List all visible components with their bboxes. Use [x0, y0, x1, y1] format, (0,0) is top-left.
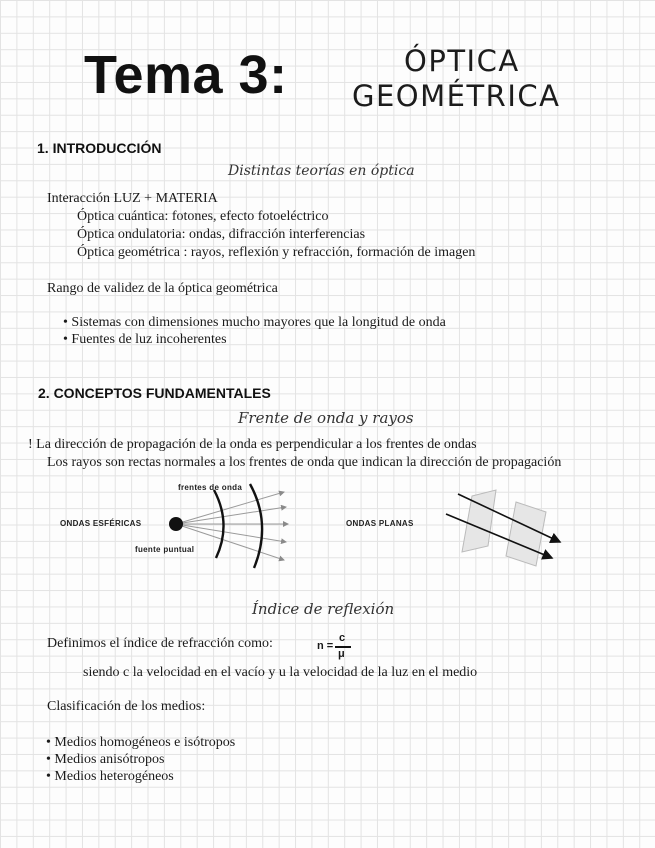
theory-quantum: Óptica cuántica: fotones, efecto fotoeléctrico: [77, 209, 329, 224]
section-2-heading: 2. CONCEPTOS FUNDAMENTALES: [38, 385, 271, 401]
spherical-waves-label: ONDAS ESFÉRICAS: [60, 519, 142, 528]
formula-numerator: c: [339, 632, 346, 644]
propagation-note: ! La dirección de propagación de la onda es perpendicular a los frentes de ondas: [28, 437, 477, 452]
media-item: • Medios anisótropos: [46, 752, 165, 767]
theory-geometric: Óptica geométrica : rayos, reflexión y refracción, formación de imagen: [77, 245, 476, 260]
index-explanation: siendo c la velocidad en el vacío y u la velocidad de la luz en el medio: [83, 665, 478, 680]
validity-title: Rango de validez de la óptica geométrica: [47, 281, 278, 296]
section-1-heading: 1. INTRODUCCIÓN: [37, 140, 162, 156]
plane-waves-diagram: [440, 484, 568, 574]
page-title: Tema 3:: [84, 45, 288, 105]
section-2-subheading: Frente de onda y rayos: [238, 409, 414, 427]
validity-item: • Fuentes de luz incoherentes: [63, 332, 227, 347]
point-source-label: fuente puntual: [135, 545, 195, 554]
plane-waves-label: ONDAS PLANAS: [346, 519, 414, 528]
classification-title: Clasificación de los medios:: [47, 699, 206, 714]
media-item: • Medios heterogéneos: [46, 769, 174, 784]
point-source-dot: [169, 517, 183, 531]
spherical-waves-diagram: [160, 480, 300, 580]
wavefronts-label: frentes de onda: [178, 483, 243, 492]
section-1-subheading: Distintas teorías en óptica: [228, 163, 415, 179]
subtitle-line-2: GEOMÉTRICA: [352, 79, 561, 113]
index-definition: Definimos el índice de refracción como:: [47, 636, 273, 651]
formula-lhs: n =: [317, 640, 334, 652]
media-item: • Medios homogéneos e isótropos: [46, 735, 236, 750]
theory-wave: Óptica ondulatoria: ondas, difracción interferencias: [77, 227, 366, 242]
rays-definition: Los rayos son rectas normales a los frentes de onda que indican la dirección de propagación: [47, 455, 562, 470]
validity-item: • Sistemas con dimensiones mucho mayores que la longitud de onda: [63, 315, 446, 330]
index-heading: Índice de reflexión: [252, 600, 395, 618]
subtitle-line-1: ÓPTICA: [404, 44, 520, 78]
interaction-text: Interacción LUZ + MATERIA: [47, 191, 218, 206]
formula-denominator: μ: [338, 648, 345, 660]
